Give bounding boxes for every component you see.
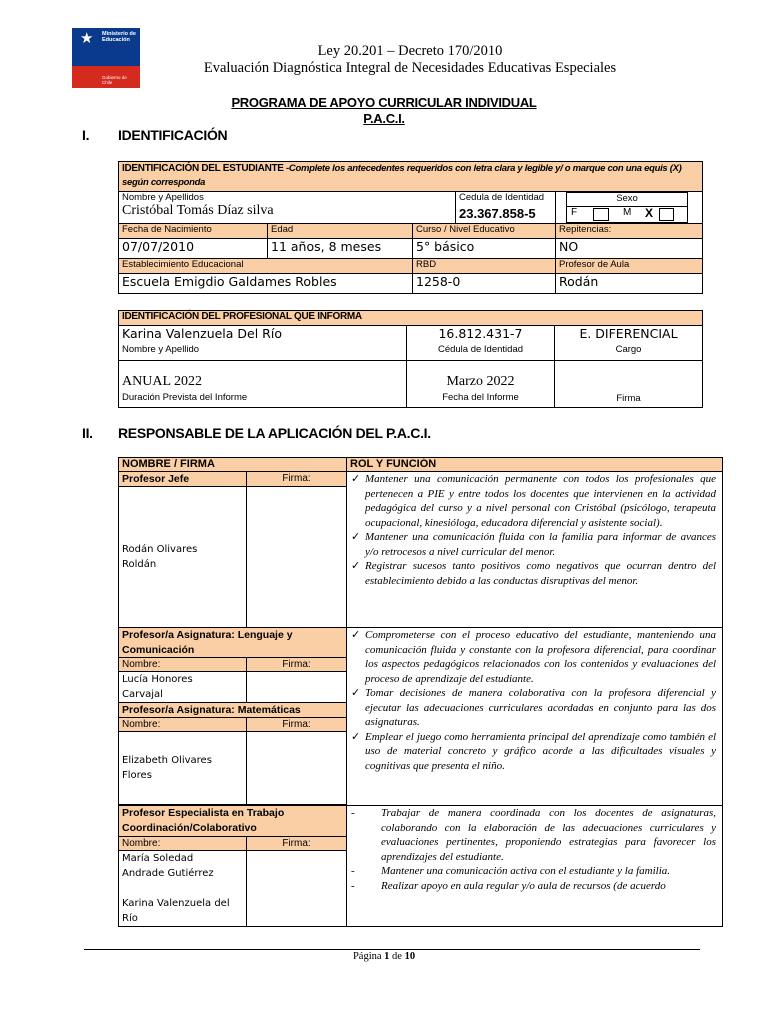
rbd: 1258-0: [413, 274, 556, 294]
jefe-roles: ✓ Mantener una comunicación permanente con todos los profesionales que pertenecen a PIE y entre todos los docentes que intervienen en la actividad pedagógica del curso y a nivel personal con Cristóbal (psicólogo, terapeuta ocupacional, kinesióloga, educadora diferencial y asistente social). ✓ Mantener una comunicación fluida con la familia para informar de avances y/o retrocesos a nivel curricular del menor. ✓ Registrar sucesos tanto positivos como negativos que ocurran dentro del establecimiento debido a las conductas disruptivas del menor.: [347, 472, 723, 628]
section-2-number: II.: [82, 425, 93, 441]
lenguaje-teacher: Lucía Honores: [122, 674, 193, 685]
professional-name: Karina Valenzuela Del Río: [122, 326, 282, 341]
sex-m-checkbox[interactable]: X: [645, 206, 654, 220]
ministry-logo: [72, 28, 140, 88]
responsible-table: NOMBRE / FIRMA ROL Y FUNCIÓN Profesor Jefe Firma: ✓ Mantener una comunicación permanente con todos los profesionales que pertenecen a PIE y entre todos los docentes que intervienen en la actividad pedagógica del curso y a nivel personal con Cristóbal (psicólogo, terapeuta ocupacional, kinesióloga, educadora diferencial y asistente social). ✓ Mantener una comunicación fluida con la familia para informar de avances y/o retrocesos a nivel curricular del menor. ✓ Registrar sucesos tanto positivos como negativos que ocurran dentro del establecimiento debido a las conductas disruptivas del menor. Rodán Olivares Roldán Profesor/a Asignatura: Lenguaje y Comunicación ✓ Comprometerse con el proceso educativo del estudiante, manteniendo una comunicación fluida y constante con la profesora diferencial, para coordinar los aspectos pedagógicos relacionados con los contenidos y evaluaciones del proceso de aprendizaje del estudiante. ✓ Tomar decisiones de manera colaborativa con la profesora diferencial y ejecutar las adecuaciones curriculares acordadas en conjunto para las dos asignaturas. ✓ Emplear el juego como herramienta principal del aprendizaje como también el uso de material concreto y gráfico acorde a las dificultades visuales y cognitivas que presenta el niño. Nombre: Firma: Lucía Honores Carvajal Profesor/a Asignatura: Matemáticas Nombre: Firma: Elizabeth Olivares Flores Profesor Especialista en Trabajo Coordinación/Colaborativo - Trabajar de manera coordinada con los docentes de asignaturas, colaborando con la elaboración de las adecuaciones curriculares y evaluaciones pertinentes, proponiendo estrategias para favorecer los aprendizajes del estudiante. - Mantener una comunicación activa con el estudiante y la familia. - Realizar apoyo en aula regular y/o aula de recursos (de acuerdo Nombre: Firma: María Soledad Andrade Gutiérrez Karina Valenzuela del Río: [118, 457, 723, 927]
professional-id: 16.812.431-7: [438, 326, 523, 341]
signature-cell: Firma: [555, 361, 703, 408]
header-evaluation: Evaluación Diagnóstica Integral de Necesidades Educativas Especiales: [203, 60, 617, 76]
especialista-1: María Soledad: [122, 853, 194, 864]
section-2-title: RESPONSABLE DE LA APLICACIÓN DEL P.A.C.I.: [118, 425, 431, 441]
professional-role: E. DIFERENCIAL: [579, 326, 678, 341]
age: 11 años, 8 meses: [268, 239, 413, 259]
sex-f-checkbox[interactable]: [593, 208, 609, 221]
asignatura-roles: ✓ Comprometerse con el proceso educativo del estudiante, manteniendo una comunicación fluida y constante con la profesora diferencial, para coordinar los aspectos pedagógicos relacionados con los contenidos y evaluaciones del proceso de aprendizaje del estudiante. ✓ Tomar decisiones de manera colaborativa con la profesora diferencial y ejecutar las adecuaciones curriculares acordadas en conjunto para las dos asignaturas. ✓ Emplear el juego como herramienta principal del aprendizaje como también el uso de material concreto y gráfico acorde a las dificultades visuales y cognitivas que presenta el niño.: [347, 628, 723, 806]
especialista-2: Karina Valenzuela del: [122, 898, 230, 909]
matematicas-teacher: Elizabeth Olivares: [122, 755, 212, 766]
section-1-number: I.: [82, 127, 90, 143]
student-name: Cristóbal Tomás Díaz silva: [122, 203, 274, 218]
student-id: 23.367.858-5: [459, 206, 536, 221]
page-title: PROGRAMA DE APOYO CURRICULAR INDIVIDUAL: [231, 95, 537, 110]
student-name-cell: Nombre y Apellidos Cristóbal Tomás Díaz silva: [119, 192, 456, 224]
jefe-name: Rodán Olivares: [122, 544, 198, 555]
report-duration: ANUAL 2022: [122, 374, 202, 389]
report-date: Marzo 2022: [446, 374, 515, 389]
page-number: Página 1 de 10: [352, 951, 416, 962]
student-header: IDENTIFICACIÓN DEL ESTUDIANTE -Complete los antecedentes requeridos con letra clara y legible y/ o marque con una equis (X) según corresponda: [119, 162, 703, 192]
school-name: Escuela Emigdio Galdames Robles: [119, 274, 413, 294]
footer-rule: [84, 949, 700, 950]
student-id-cell: Cedula de Identidad 23.367.858-5: [456, 192, 556, 224]
header-law: Ley 20.201 – Decreto 170/2010: [317, 43, 503, 59]
page-subtitle: P.A.C.I.: [363, 111, 405, 126]
star-icon: ★: [80, 30, 94, 47]
course: 5° básico: [413, 239, 556, 259]
jefe-signature: [247, 487, 347, 628]
logo-ministry-text: Ministerio de Educación: [102, 31, 136, 43]
especialista-roles: - Trabajar de manera coordinada con los docentes de asignaturas, colaborando con la elaboración de las adecuaciones curriculares y evaluaciones pertinentes, proponiendo estrategias para favorecer los aprendizajes del estudiante. - Mantener una comunicación activa con el estudiante y la familia. - Realizar apoyo en aula regular y/o aula de recursos (de acuerdo: [347, 806, 723, 927]
student-sex-cell: Sexo F M X: [556, 192, 703, 224]
logo-government-text: Gobierno de Chile: [102, 75, 127, 85]
classroom-teacher: Rodán: [556, 274, 703, 294]
repeats: NO: [556, 239, 703, 259]
professional-table: IDENTIFICACIÓN DEL PROFESIONAL QUE INFORMA Karina Valenzuela Del Río Nombre y Apellido 16.812.431-7 Cédula de Identidad E. DIFERENCIAL Cargo ANUAL 2022 Duración Prevista del Informe Marzo 2022 Fecha del Informe Firma: [118, 310, 703, 408]
birth-date: 07/07/2010: [119, 239, 268, 259]
professional-header: IDENTIFICACIÓN DEL PROFESIONAL QUE INFORMA: [119, 311, 703, 326]
student-table: IDENTIFICACIÓN DEL ESTUDIANTE -Complete los antecedentes requeridos con letra clara y legible y/ o marque con una equis (X) según corresponda Nombre y Apellidos Cristóbal Tomás Díaz silva Cedula de Identidad 23.367.858-5 Sexo F M X Fecha de Nacimiento Edad Curso / Nivel Educativo Repitencias: 07/07/2010 11 años, 8 meses 5° básico NO Establecimiento Educacional RBD Profesor de Aula Escuela Emigdio Galdames Robles 1258-0 Rodán: [118, 161, 703, 294]
section-1-title: IDENTIFICACIÓN: [118, 127, 228, 143]
